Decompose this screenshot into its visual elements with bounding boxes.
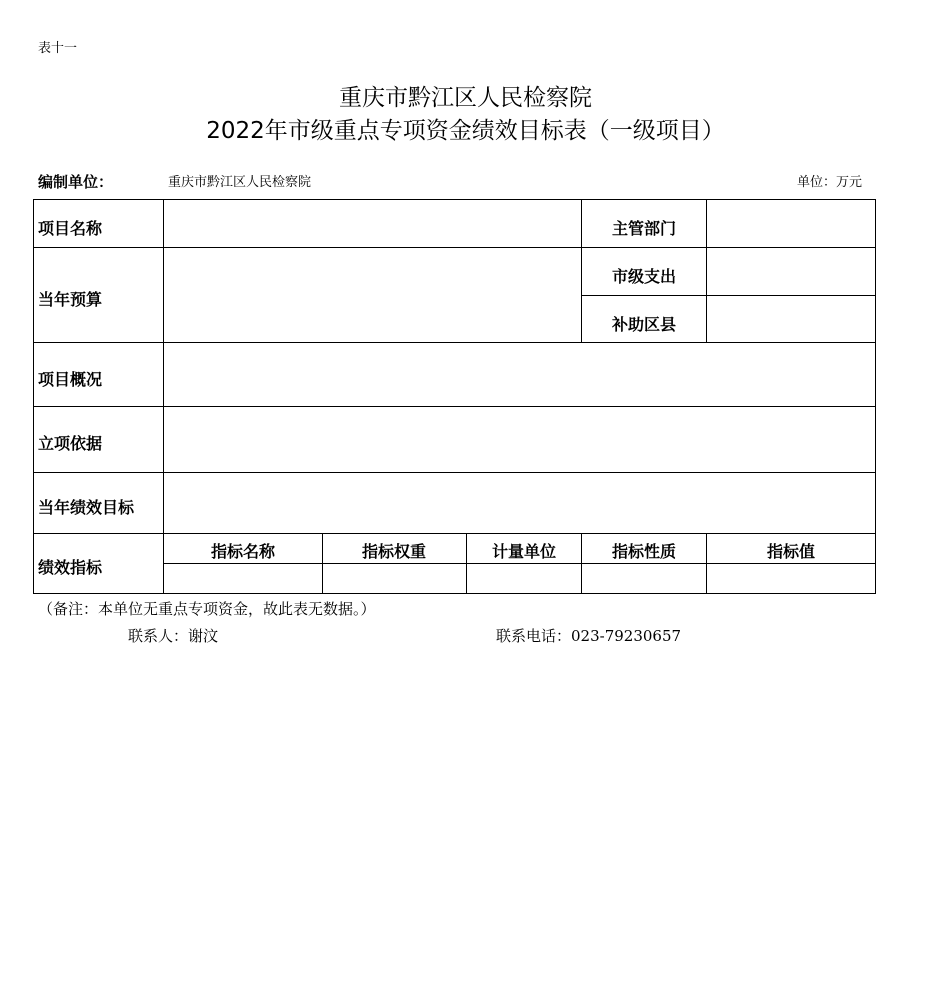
indicator-header: 指标权重 [361,542,427,561]
title-line-2: 2022年市级重点专项资金绩效目标表（一级项目） [206,118,725,144]
performance-table [33,199,876,594]
label-project-name: 项目名称 [38,219,103,238]
col-divider [322,533,323,594]
indicator-header: 指标性质 [611,542,677,561]
label-project-overview: 项目概况 [38,370,103,389]
compiler-value: 重庆市黔江区人民检察院 [168,175,312,190]
label-annual-budget: 当年预算 [38,290,103,309]
contact-person: 联系人：谢汶 [128,627,219,645]
row-divider [33,406,876,407]
col-divider [466,533,467,594]
table-border-bottom [33,593,876,594]
col-divider [163,199,164,594]
label-indicators: 绩效指标 [38,558,103,577]
row-divider [33,533,876,534]
col-divider [581,533,582,594]
unit-label: 单位：万元 [797,175,863,190]
compiler-label: 编制单位： [38,173,114,191]
col-divider [581,199,582,343]
col-divider [706,533,707,594]
col-divider [706,199,707,343]
table-border-right [875,199,876,594]
indicator-header: 指标名称 [210,542,276,561]
row-divider [163,563,876,564]
label-project-basis: 立项依据 [38,434,103,453]
row-divider [33,472,876,473]
label-annual-goal: 当年绩效目标 [38,498,135,517]
footnote: （备注：本单位无重点专项资金，故此表无数据。） [38,600,376,618]
indicator-header: 指标值 [766,542,816,561]
label-city-expenditure: 市级支出 [611,267,677,286]
row-divider [33,342,876,343]
label-competent-dept: 主管部门 [611,219,677,238]
table-border-top [33,199,876,200]
indicator-header: 计量单位 [491,542,557,561]
row-divider [33,247,876,248]
row-divider [581,295,876,296]
table-number: 表十一 [38,41,78,56]
contact-phone: 联系电话：023-79230657 [496,627,682,645]
title-line-1: 重庆市黔江区人民检察院 [339,85,592,111]
label-district-subsidy: 补助区县 [611,315,677,334]
table-border-left [33,199,34,594]
